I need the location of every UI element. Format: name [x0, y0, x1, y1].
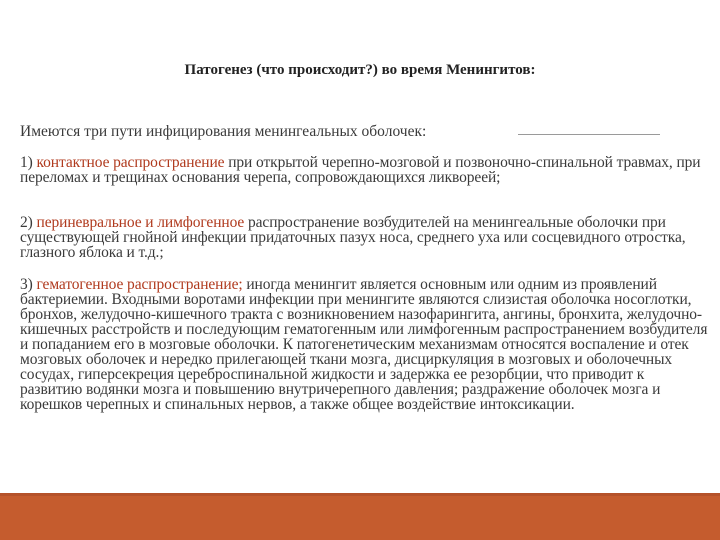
paragraph-body: при открытой черепно-мозговой и позвоночно-спинальной травмах, при переломах и трещинах основания черепа, сопровождающихся ликвореей; — [20, 154, 701, 186]
paragraph-prefix: 2) — [20, 214, 37, 231]
paragraph-contact — [20, 155, 710, 185]
intro-text: Имеются три пути инфицирования менингеальных оболочек: — [20, 123, 427, 140]
paragraph-perineural — [20, 215, 710, 260]
paragraph-prefix: 1) — [20, 154, 37, 171]
highlight-perineural: периневральное и лимфогенное — [36, 214, 245, 231]
footer-bar — [0, 493, 720, 540]
paragraph-body: иногда менингит является основным или одним из проявлений бактериемии. Входными воротами инфекции при менингите являются слизистая оболочка носоглотки, бронхов, желудочно-кишечного тракта с возникновением назофарингита, ангины, бронхита, желудочно-кишечных расстройств и последующим гематогенным или лимфогенным распространением возбудителя и попаданием его в мозговые оболочки. К патогенетическим механизмам относятся воспаление и отек мозговых оболочек и нередко прилегающей ткани мозга, дисциркуляция в мозговых и оболочечных сосудах, гиперсекреция цереброспинальной жидкости и задержка ее резорбции, что приводит к развитию водянки мозга и повышению внутричерепного давления; раздражение оболочек мозга и корешков черепных и спинальных нервов, а также общее воздействие интоксикации. — [20, 276, 708, 413]
highlight-hematogenous: гематогенное распространение; — [36, 276, 243, 293]
intro-underline — [518, 134, 660, 135]
slide-title: Патогенез (что происходит?) во время Менингитов: — [184, 62, 536, 78]
highlight-contact: контактное распространение — [36, 154, 225, 171]
paragraph-hematogenous — [20, 277, 710, 412]
footer-bar-edge — [0, 493, 720, 496]
paragraph-body: распространение возбудителей на менингеальные оболочки при существующей гнойной инфекции придаточных пазух носа, среднего уха или сосцевидного отростка, глазного яблока и т.д.; — [20, 214, 686, 261]
paragraph-prefix: 3) — [20, 276, 37, 293]
